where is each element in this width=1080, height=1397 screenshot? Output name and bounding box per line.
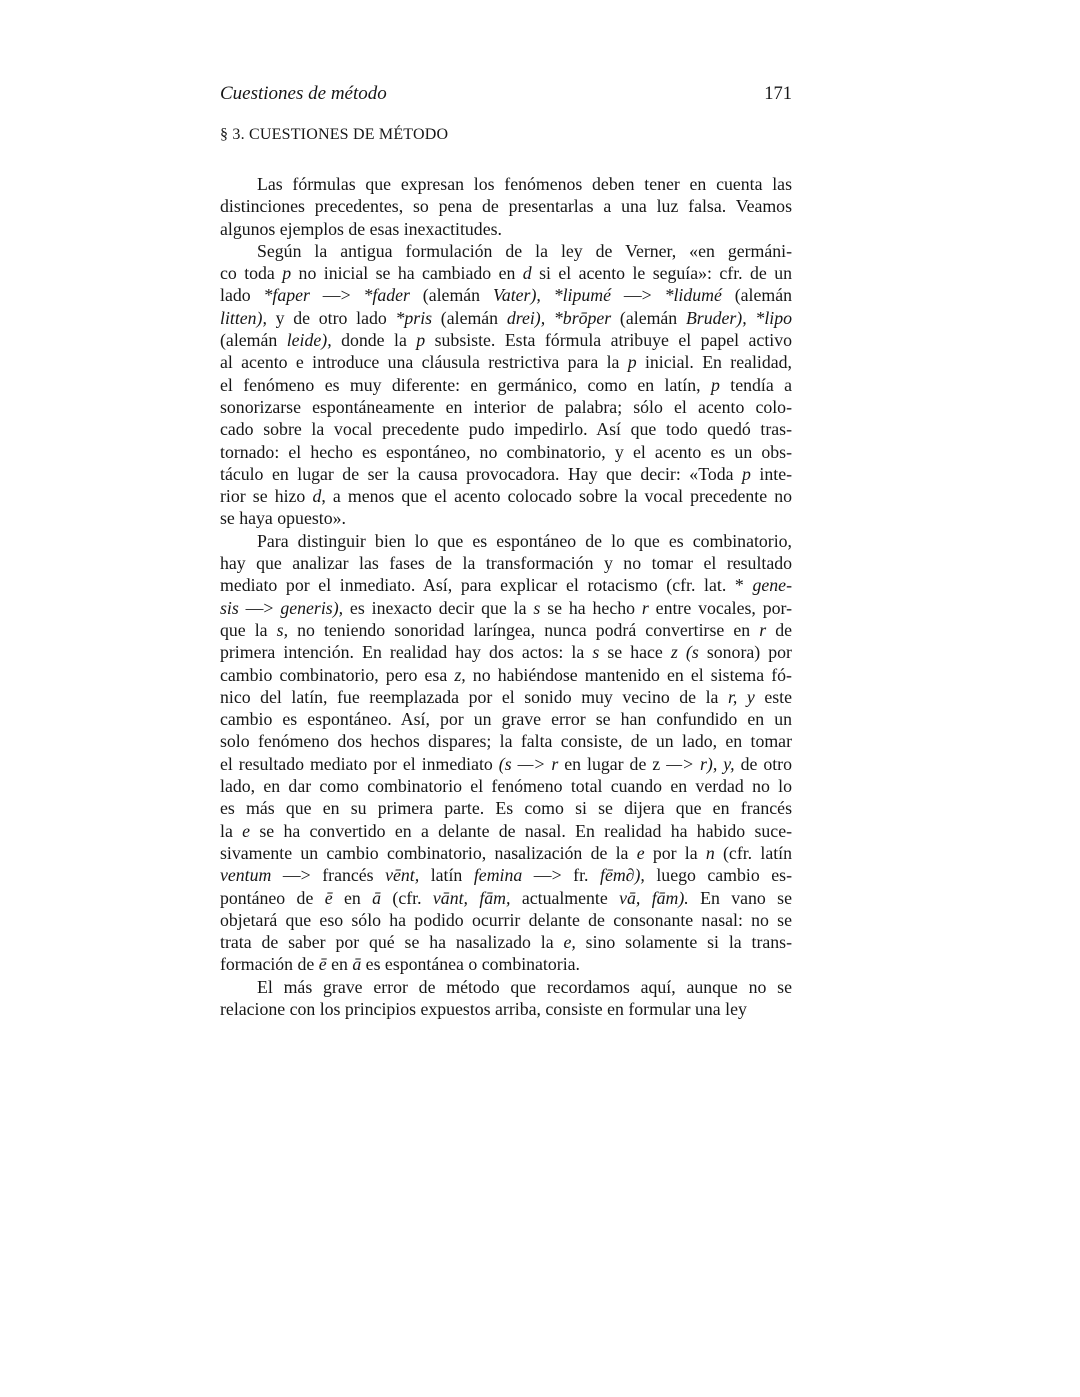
text-line: rior se hizo d, a menos que el acento colocado sobre la vocal precedente no — [220, 486, 793, 507]
text-line: (alemán leide), donde la p subsiste. Esta fórmula atribuye el papel activo — [220, 330, 792, 351]
section-heading: § 3. CUESTIONES DE MÉTODO — [220, 126, 449, 143]
running-header: Cuestiones de método — [220, 83, 387, 104]
text-line: sis —> generis), es inexacto decir que la s se ha hecho r entre vocales, por- — [220, 597, 793, 618]
text-line: sivamente un cambio combinatorio, nasalización de la e por la n (cfr. latín — [220, 842, 792, 863]
text-line: Según la antigua formulación de la ley de Verner, «en germáni- — [257, 240, 792, 261]
text-line: la e se ha convertido en a delante de nasal. En realidad ha habido suce- — [220, 820, 793, 841]
text-line: cambio es espontáneo. Así, por un grave error se han confundido en un — [220, 709, 792, 730]
text-line: mediato por el inmediato. Así, para explicar el rotacismo (cfr. lat. * gene- — [220, 575, 792, 596]
paragraph — [220, 976, 792, 1021]
text-line: hay que analizar las fases de la transformación y no tomar el resultado — [220, 553, 792, 574]
page-body — [220, 173, 792, 1020]
text-line: pontáneo de ē en ā (cfr. vānt, fām, actualmente vā, fām). En vano se — [220, 887, 792, 908]
text-line: litten), y de otro lado *pris (alemán drei), *brōper (alemán Bruder), *lipo — [220, 307, 792, 328]
text-line: relacione con los principios expuestos arriba, consiste en formular una ley — [220, 998, 747, 1019]
text-line: distinciones precedentes, so pena de presentarlas a una luz falsa. Veamos — [220, 196, 792, 217]
text-line: Para distinguir bien lo que es espontáneo de lo que es combinatorio, — [257, 530, 792, 551]
text-line: trata de saber por qué se ha nasalizado la e, sino solamente si la trans- — [220, 932, 792, 953]
paragraph — [220, 240, 792, 530]
text-line: El más grave error de método que recordamos aquí, aunque no se — [257, 976, 792, 997]
text-line: el resultado mediato por el inmediato (s —> r en lugar de z —> r), y, de otro — [220, 753, 792, 774]
text-line: lado *faper —> *fader (alemán Vater), *lipumé —> *lidumé (alemán — [220, 285, 793, 306]
text-line: sonorizarse espontáneamente en interior de palabra; sólo el acento colo- — [220, 396, 792, 417]
paragraph — [220, 530, 792, 976]
page-header — [220, 83, 792, 105]
text-line: nico del latín, fue reemplazada por el sonido muy vecino de la r, y este — [220, 686, 792, 707]
text-line: objetará que eso sólo ha podido ocurrir delante de consonante nasal: no se — [220, 909, 792, 930]
text-line: primera intención. En realidad hay dos actos: la s se hace z (s sonora) por — [220, 642, 792, 663]
text-line: cado sobre la vocal precedente pudo impedirlo. Así que todo quedó tras- — [220, 419, 792, 440]
text-line: algunos ejemplos de esas inexactitudes. — [220, 218, 502, 239]
text-line: Las fórmulas que expresan los fenómenos deben tener en cuenta las — [257, 174, 792, 194]
text-line: solo fenómeno dos hechos dispares; la falta consiste, de un lado, en tomar — [220, 731, 792, 752]
text-line: tornado: el hecho es espontáneo, no combinatorio, y el acento es un obs- — [220, 441, 792, 462]
text-line: que la s, no teniendo sonoridad laríngea, nunca podrá convertirse en r de — [220, 619, 792, 640]
text-line: cambio combinatorio, pero esa z, no habiéndose mantenido en el sistema fó- — [220, 664, 792, 685]
text-line: co toda p no inicial se ha cambiado en d si el acento le seguía»: cfr. de un — [220, 263, 792, 284]
text-line: se haya opuesto». — [220, 508, 346, 529]
text-line: al acento e introduce una cláusula restrictiva para la p inicial. En realidad, — [220, 352, 792, 373]
text-line: lado, en dar como combinatorio el fenómeno total cuando en verdad no lo — [220, 776, 792, 797]
paragraph — [220, 173, 792, 240]
text-line: táculo en lugar de ser la causa provocadora. Hay que decir: «Toda p inte- — [220, 463, 793, 484]
page-number: 171 — [764, 84, 792, 104]
text-line: el fenómeno es muy diferente: en germánico, como en latín, p tendía a — [220, 374, 792, 395]
text-line: ventum —> francés vēnt, latín femina —> fr. fēm∂), luego cambio es- — [220, 865, 793, 886]
text-line: formación de ē en ā es espontánea o combinatoria. — [220, 954, 580, 975]
text-line: es más que en su primera parte. Es como si se dijera que en francés — [220, 798, 792, 819]
